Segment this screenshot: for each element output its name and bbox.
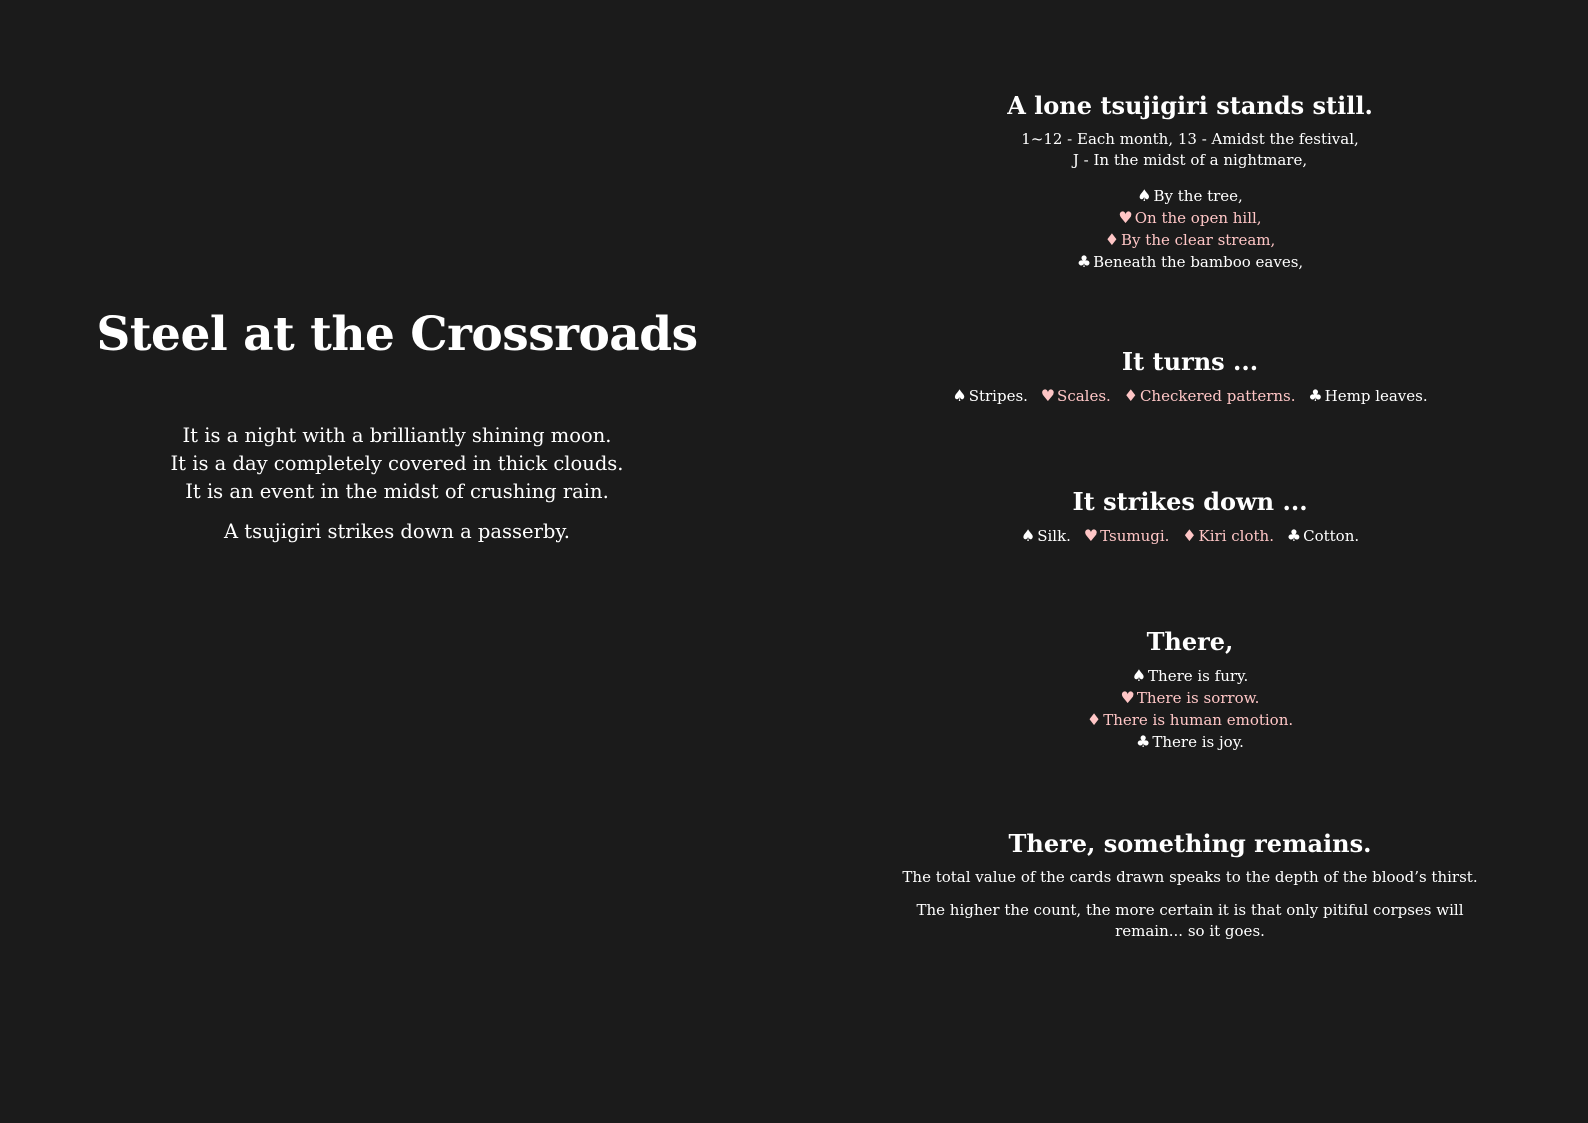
intro-text	[0, 422, 794, 546]
section-turns-heading: It turns ...	[1121, 347, 1259, 376]
heart-icon: ♥	[1118, 208, 1133, 227]
intro-line-moon: It is a night with a brilliantly shining moon.	[182, 424, 612, 447]
intro-line-clouds: It is a day completely covered in thick clouds.	[170, 452, 624, 475]
place-spade	[894, 185, 1486, 207]
time-block	[894, 129, 1486, 171]
heart-icon: ♥	[1120, 688, 1135, 707]
remains-text	[894, 867, 1486, 942]
section-remains-heading: There, something remains.	[1008, 829, 1372, 858]
turns-item-club	[1308, 385, 1427, 407]
section-there	[894, 625, 1486, 753]
turns-item-club-label: Hemp leaves.	[1324, 387, 1428, 405]
diamond-icon: ♦	[1182, 526, 1197, 545]
place-diamond	[894, 229, 1486, 251]
place-club-label: Beneath the bamboo eaves,	[1093, 253, 1304, 271]
remains-paragraph-count: The higher the count, the more certain it is that only pitiful corpses will remain... so it goes.	[916, 901, 1464, 940]
strikes-item-heart	[1084, 525, 1170, 547]
club-icon: ♣	[1136, 732, 1151, 751]
turns-item-spade-label: Stripes.	[968, 387, 1028, 405]
turns-item-heart-label: Scales.	[1057, 387, 1111, 405]
section-strikes	[894, 485, 1486, 547]
turns-list	[894, 385, 1486, 407]
strikes-item-spade-label: Silk.	[1037, 527, 1071, 545]
club-icon: ♣	[1076, 252, 1092, 271]
place-spade-label: By the tree,	[1153, 187, 1243, 205]
there-list	[894, 665, 1486, 753]
there-item-diamond	[894, 709, 1486, 731]
turns-item-heart	[1041, 385, 1111, 407]
turns-item-diamond	[1124, 385, 1296, 407]
heart-icon: ♥	[1040, 386, 1056, 405]
strikes-item-diamond-label: Kiri cloth.	[1198, 527, 1274, 545]
section-strikes-heading: It strikes down ...	[1072, 487, 1308, 516]
spade-icon: ♠	[1137, 186, 1152, 205]
place-club	[894, 251, 1486, 273]
intro-closing-line: A tsujigiri strikes down a passerby.	[224, 520, 570, 543]
place-diamond-label: By the clear stream,	[1121, 231, 1276, 249]
places-block	[894, 185, 1486, 273]
strikes-item-club	[1287, 525, 1359, 547]
diamond-icon: ♦	[1086, 710, 1102, 729]
section-there-heading: There,	[1146, 627, 1234, 656]
remains-paragraph-total: The total value of the cards drawn speaks to the depth of the blood’s thirst.	[902, 868, 1478, 886]
page-title: Steel at the Crossroads	[96, 307, 698, 362]
strikes-list	[894, 525, 1486, 547]
club-icon: ♣	[1308, 386, 1323, 405]
strikes-item-club-label: Cotton.	[1303, 527, 1360, 545]
intro-line-rain: It is an event in the midst of crushing rain.	[185, 480, 609, 503]
time-line-nightmare: J - In the midst of a nightmare,	[1072, 151, 1308, 169]
spade-icon: ♠	[1131, 666, 1147, 685]
there-item-diamond-label: There is human emotion.	[1103, 711, 1294, 729]
club-icon: ♣	[1286, 526, 1302, 545]
there-item-club	[894, 731, 1486, 753]
place-heart-label: On the open hill,	[1134, 209, 1262, 227]
time-line-month: 1~12 - Each month, 13 - Amidst the festival,	[1021, 130, 1359, 148]
there-item-heart	[894, 687, 1486, 709]
strikes-item-spade	[1021, 525, 1071, 547]
strikes-item-diamond	[1182, 525, 1274, 547]
spade-icon: ♠	[1020, 526, 1036, 545]
there-item-spade	[894, 665, 1486, 687]
right-page	[894, 0, 1486, 1123]
section-turns	[894, 345, 1486, 407]
turns-item-diamond-label: Checkered patterns.	[1139, 387, 1296, 405]
strikes-item-heart-label: Tsumugi.	[1100, 527, 1170, 545]
section-remains	[894, 827, 1486, 942]
there-item-heart-label: There is sorrow.	[1136, 689, 1260, 707]
place-heart	[894, 207, 1486, 229]
turns-item-spade	[952, 385, 1028, 407]
diamond-icon: ♦	[1123, 386, 1138, 405]
section-stands	[894, 89, 1486, 273]
there-item-club-label: There is joy.	[1152, 733, 1244, 751]
there-item-spade-label: There is fury.	[1148, 667, 1249, 685]
heart-icon: ♥	[1083, 526, 1099, 545]
section-stands-heading: A lone tsujigiri stands still.	[1007, 91, 1373, 120]
spade-icon: ♠	[952, 386, 967, 405]
diamond-icon: ♦	[1104, 230, 1120, 249]
